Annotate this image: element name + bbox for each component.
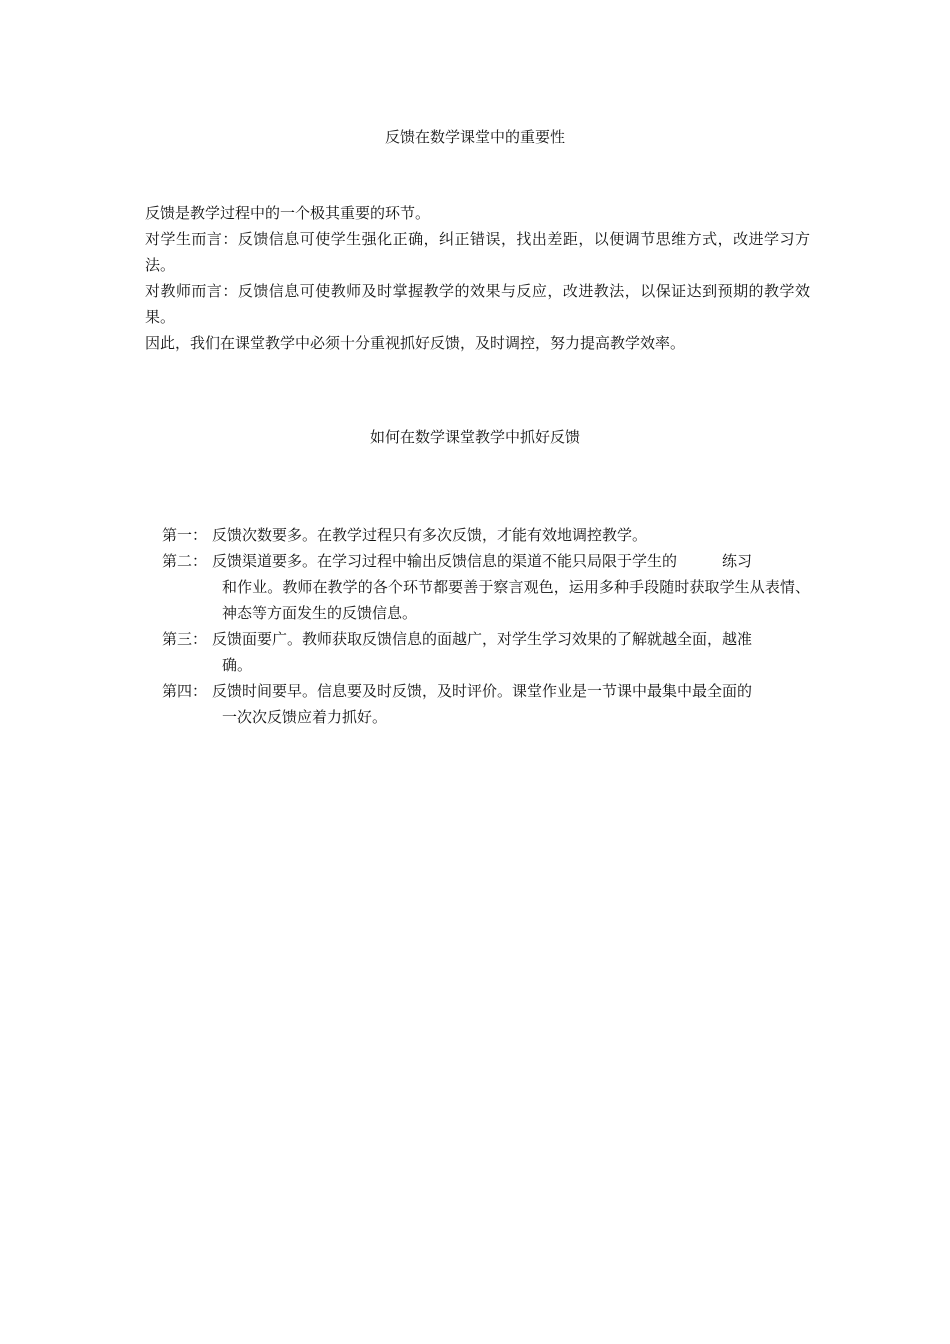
intro-paragraph: 反馈是教学过程中的一个极其重要的环节。: [145, 204, 431, 222]
list-item-continuation: 和作业。教师在教学的各个环节都要善于察言观色，运用多种手段随时获取学生从表情、神态等方面发生的反馈信息。: [222, 578, 810, 622]
list-item-continuation: 确。: [222, 656, 253, 674]
list-item-label: 第二：: [162, 552, 208, 570]
methods-list: [162, 522, 810, 730]
list-item-first-line: 反馈时间要早。信息要及时反馈，及时评价。课堂作业是一节课中最集中最全面的: [212, 682, 753, 700]
intro-paragraph: 对教师而言：反馈信息可使教师及时掌握教学的效果与反应，改进教法，以保证达到预期的教学效果。: [145, 282, 810, 326]
list-item-label: 第一：: [162, 526, 208, 544]
list-item-text: [212, 626, 810, 678]
list-item-first-line: 反馈次数要多。在教学过程只有多次反馈，才能有效地调控教学。: [212, 526, 648, 544]
list-item: [162, 522, 810, 548]
list-item-text: [212, 548, 810, 626]
intro-section: [145, 200, 810, 356]
list-item: [162, 626, 810, 678]
section-title-methods: 如何在数学课堂教学中抓好反馈: [369, 428, 580, 446]
list-item-continuation: 一次次反馈应着力抓好。: [222, 708, 388, 726]
list-item-text: [212, 678, 810, 730]
list-item-first-line: 反馈面要广。教师获取反馈信息的面越广，对学生学习效果的了解就越全面，越准: [212, 630, 753, 648]
intro-paragraph: 对学生而言：反馈信息可使学生强化正确，纠正错误，找出差距，以便调节思维方式，改进学习方法。: [145, 230, 810, 274]
list-item-text: [212, 522, 810, 548]
intro-paragraph: 因此，我们在课堂教学中必须十分重视抓好反馈，及时调控，努力提高教学效率。: [145, 334, 686, 352]
list-item: [162, 678, 810, 730]
list-item-label: 第三：: [162, 630, 208, 648]
list-item-first-line: 反馈渠道要多。在学习过程中输出反馈信息的渠道不能只局限于学生的 练习: [212, 552, 753, 570]
section-title-importance: 反馈在数学课堂中的重要性: [384, 128, 565, 146]
list-item: [162, 548, 810, 626]
list-item-label: 第四：: [162, 682, 208, 700]
